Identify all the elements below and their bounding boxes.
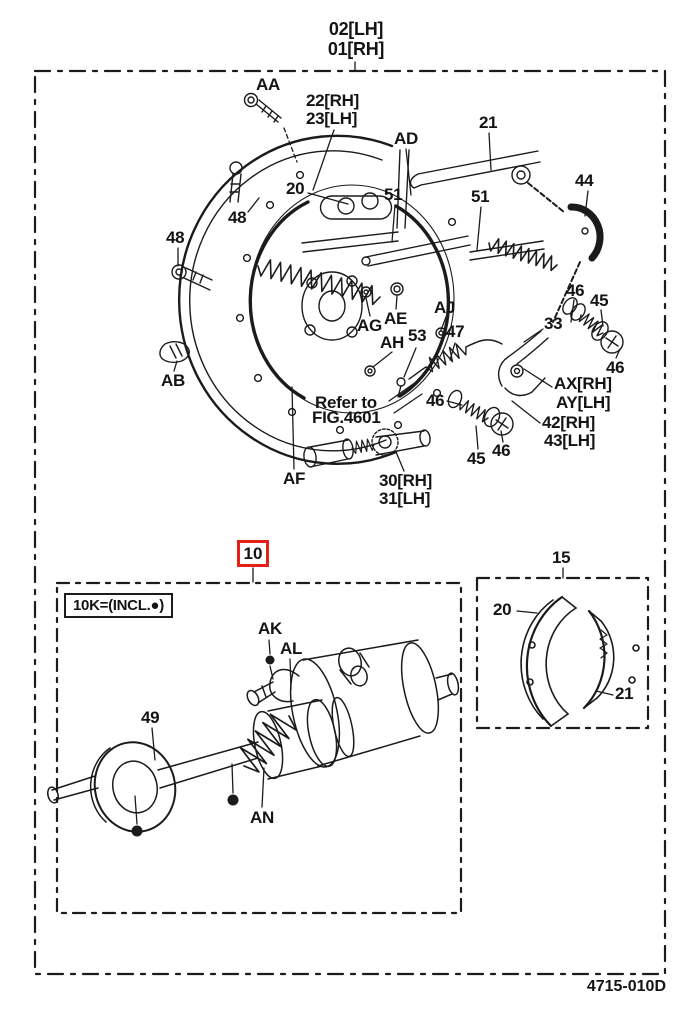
part-label-21: 21 xyxy=(479,113,498,132)
part-label-42rh: 42[RH] xyxy=(542,413,595,432)
kit-include-note xyxy=(64,593,173,618)
part-label-43lh: 43[LH] xyxy=(544,431,596,450)
part-label-53: 53 xyxy=(408,326,427,345)
part-label-48b: 48 xyxy=(166,228,185,247)
part-label-ad: AD xyxy=(394,129,418,148)
kit-include-note-text: 10K=(INCL.●) xyxy=(73,597,164,614)
bullet-dot-piston xyxy=(228,795,239,806)
part-label-an: AN xyxy=(250,808,274,827)
part-label-refer2: FIG.4601 xyxy=(312,408,381,427)
part-label-ak: AK xyxy=(258,619,282,638)
part-label-45a: 45 xyxy=(590,291,609,310)
part-label-axrh: AX[RH] xyxy=(554,374,612,393)
part-label-ae: AE xyxy=(384,309,408,328)
part-label-49: 49 xyxy=(141,708,160,727)
part-label-45b: 45 xyxy=(467,449,486,468)
part-label-46d: 46 xyxy=(492,441,511,460)
figure-title-line1: 02[LH] xyxy=(328,19,384,39)
highlighted-callout-10 xyxy=(237,540,269,567)
part-label-aylh: AY[LH] xyxy=(556,393,611,412)
brake-shoes-art xyxy=(521,597,639,726)
bullet-dot-ak xyxy=(266,656,275,665)
part-label-44: 44 xyxy=(575,171,594,190)
part-label-46c: 46 xyxy=(426,391,445,410)
part-label-20: 20 xyxy=(286,179,305,198)
part-label-46a: 46 xyxy=(566,281,585,300)
part-label-ag: AG xyxy=(357,316,382,335)
part-label-51b: 51 xyxy=(471,187,490,206)
part-label-23lh: 23[LH] xyxy=(306,109,358,128)
part-label-51a: 51 xyxy=(384,185,403,204)
part-label-al: AL xyxy=(280,639,303,658)
part-label-48a: 48 xyxy=(228,208,247,227)
part-label-ab: AB xyxy=(161,371,185,390)
part-label-46b: 46 xyxy=(606,358,625,377)
part-label-af: AF xyxy=(283,469,306,488)
figure-code: 4715-010D xyxy=(586,978,666,995)
brake-backing-plate-art xyxy=(160,91,623,468)
figure-title xyxy=(280,20,432,60)
part-label-31lh: 31[LH] xyxy=(379,489,431,508)
part-label-refer1: Refer to xyxy=(315,393,377,412)
part-label-aj: AJ xyxy=(434,298,456,317)
bullet-dot-boot xyxy=(132,826,143,837)
part-label-33: 33 xyxy=(544,314,563,333)
part-label-15: 15 xyxy=(552,548,571,567)
figure-title-line2: 01[RH] xyxy=(327,38,385,59)
part-label-47: 47 xyxy=(446,322,465,341)
part-label-aa: AA xyxy=(256,75,280,94)
part-label-ah: AH xyxy=(380,333,404,352)
part-label-22rh: 22[RH] xyxy=(306,91,359,110)
part-label-21b: 21 xyxy=(615,684,634,703)
part-label-30rh: 30[RH] xyxy=(379,471,432,490)
callout-10-number: 10 xyxy=(243,543,263,563)
part-label-20b: 20 xyxy=(493,600,512,619)
